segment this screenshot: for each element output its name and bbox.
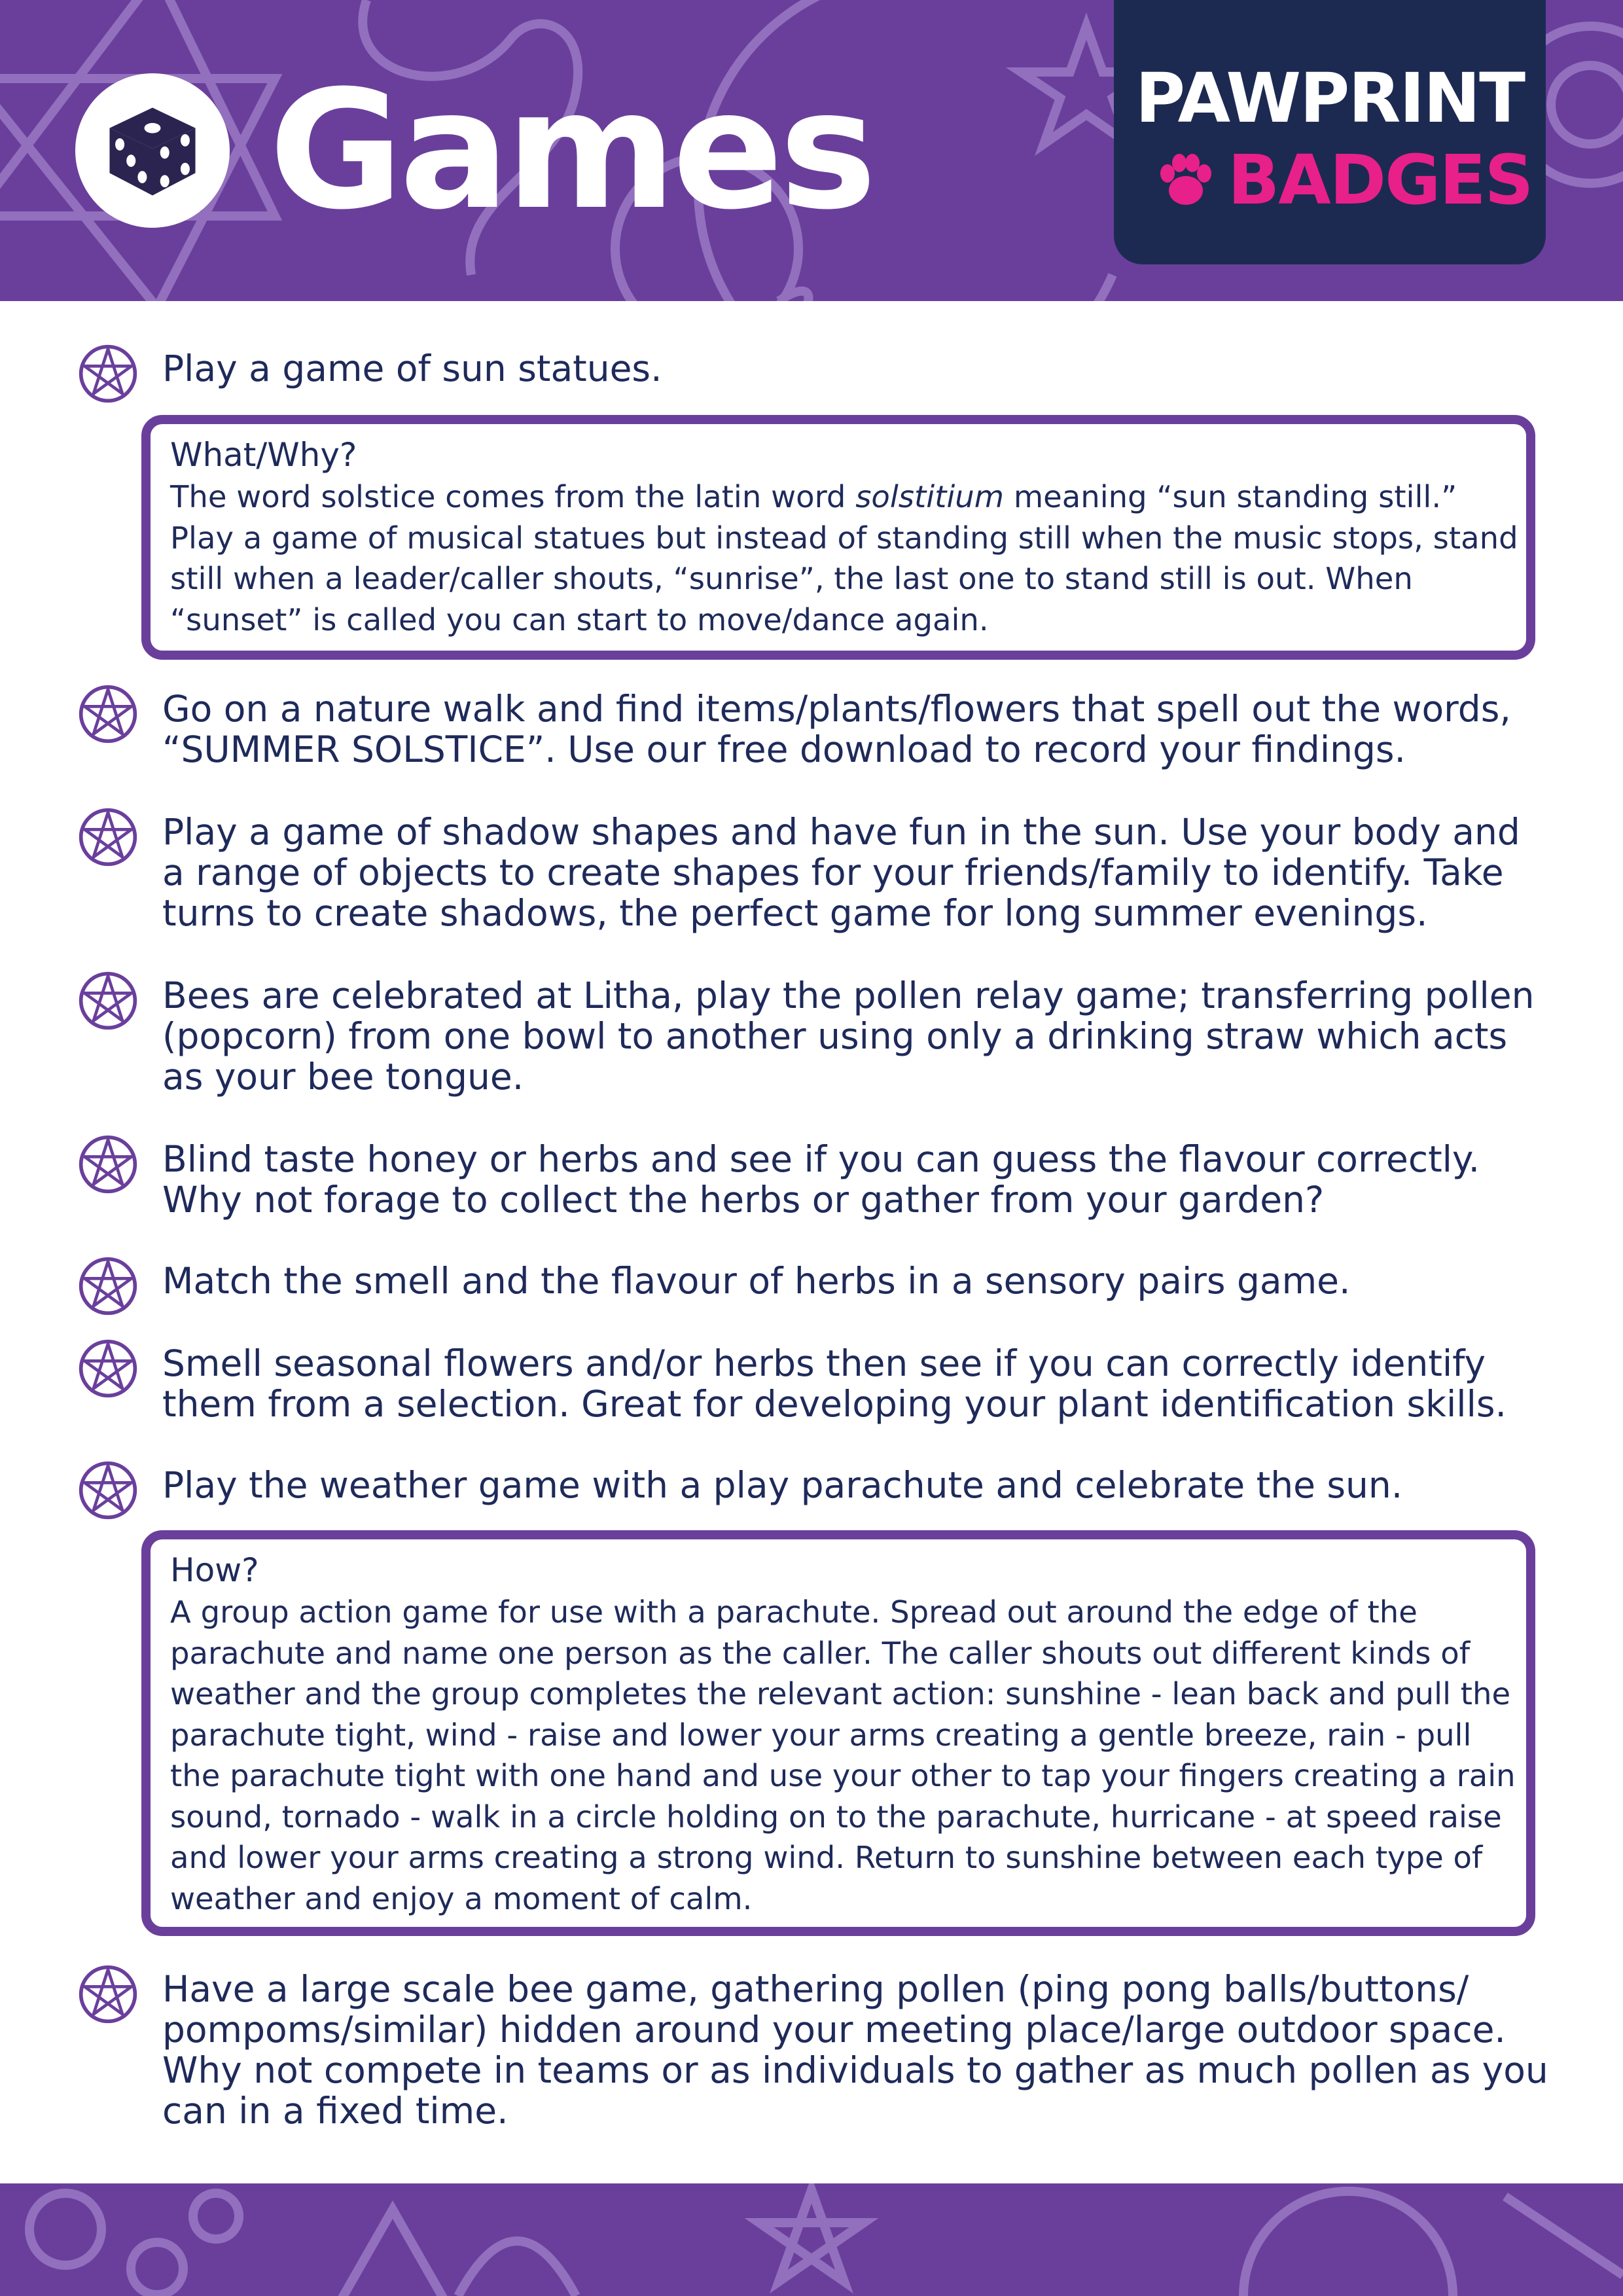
dice-icon xyxy=(75,73,230,228)
pentacle-icon xyxy=(77,970,139,1031)
page-title: Games xyxy=(269,55,873,245)
item-text: Play the weather game with a play parachute and celebrate the sun. xyxy=(162,1464,1403,1506)
item-text: Bees are celebrated at Litha, play the pollen relay game; transferring pollen (popcorn) from one bowl to another using only a drinking straw which acts as your bee tongue. xyxy=(162,975,1535,1098)
pentacle-icon xyxy=(77,683,139,745)
item-text: Blind taste honey or herbs and see if you can guess the flavour correctly. Why not forage to collect the herbs or gather from your garden? xyxy=(162,1138,1480,1221)
pentacle-icon xyxy=(77,806,139,868)
brand-logo xyxy=(1114,0,1546,264)
box-body: A group action game for use with a parachute. Spread out around the edge of the parachute and name one person as the caller. The caller shouts out different kinds of weather and the group completes the relevant action: sunshine - lean back and pull the parachute tight, wind - raise and lower your arms creating a gentle breeze, rain - pull the parachute tight with one hand and use your other to tap your fingers creating a rain sound, tornado - walk in a circle holding on to the parachute, hurricane - at speed raise and lower your arms creating a strong wind. Return to sunshine between each type of weather and enjoy a moment of calm. xyxy=(170,1594,1516,1916)
item-text: Have a large scale bee game, gathering pollen (ping pong balls/buttons/ pompoms/similar) hidden around your meeting place/large outdoor space. Why not compete in teams or as individuals to gather as much pollen as you can in a fixed time. xyxy=(162,1968,1548,2132)
box-heading: How? xyxy=(170,1551,259,1589)
pentacle-icon xyxy=(77,343,139,404)
header-banner xyxy=(0,0,1623,301)
pentacle-icon xyxy=(77,1338,139,1399)
pentacle-icon xyxy=(77,1460,139,1521)
pentacle-icon xyxy=(77,1964,139,2025)
what-why-box xyxy=(141,415,1535,660)
item-text: Go on a nature walk and find items/plants/flowers that spell out the words, “SUMMER SOLSTICE”. Use our free download to record your findings. xyxy=(162,688,1511,770)
title-group xyxy=(75,55,873,245)
footer-banner xyxy=(0,2183,1623,2296)
logo-text-badges: BADGES xyxy=(1228,140,1533,220)
item-text: Smell seasonal flowers and/or herbs then see if you can correctly identify them from a selection. Great for developing your plant identification skills. xyxy=(162,1342,1507,1425)
item-text: Play a game of shadow shapes and have fun in the sun. Use your body and a range of objects to create shapes for your friends/family to identify. Take turns to create shadows, the perfect game for long summer evenings. xyxy=(162,811,1520,934)
decorative-footer-pattern xyxy=(0,2183,1623,2296)
box-heading: What/Why? xyxy=(170,436,357,474)
pentacle-icon xyxy=(77,1255,139,1317)
paw-icon xyxy=(1153,147,1219,213)
logo-text-pawprint: PAWPRINT xyxy=(1135,58,1525,138)
italic-term: solstitium xyxy=(855,479,1005,514)
pentacle-icon xyxy=(77,1134,139,1195)
item-text: Match the smell and the flavour of herbs in a sensory pairs game. xyxy=(162,1260,1351,1302)
box-body: The word solstice comes from the latin word solstitium meaning “sun standing still.” Play a game of musical statues but instead of standing still when the music stops, stand still when a leader/caller shouts, “sunrise”, the last one to stand still is out. When “sunset” is called you can start to move/dance again. xyxy=(170,479,1518,637)
how-box xyxy=(141,1530,1535,1936)
item-text: Play a game of sun statues. xyxy=(162,348,662,389)
